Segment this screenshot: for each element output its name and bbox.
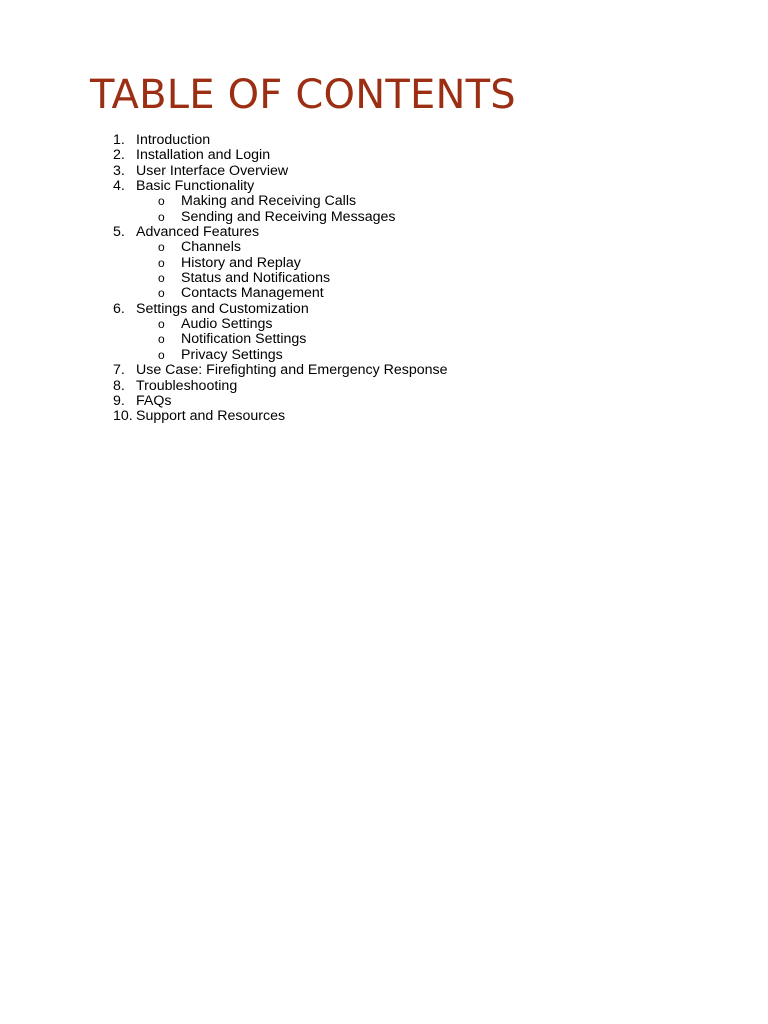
toc-item xyxy=(0,225,768,240)
toc-item xyxy=(0,133,768,148)
toc-item-label: Basic Functionality xyxy=(136,178,255,195)
toc-subitem-bullet: o xyxy=(158,209,165,224)
toc-subitem xyxy=(0,348,768,363)
toc-item-label: Use Case: Firefighting and Emergency Response xyxy=(136,362,448,379)
toc-subitem-bullet: o xyxy=(158,271,165,286)
toc-item xyxy=(0,409,768,424)
toc-subitem-label: Notification Settings xyxy=(181,331,307,348)
toc-item-label: Support and Resources xyxy=(136,408,286,425)
toc-item-number: 3. xyxy=(113,162,125,179)
toc-item xyxy=(0,148,768,163)
toc-item-number: 4. xyxy=(113,178,125,195)
page-title: TABLE OF CONTENTS xyxy=(90,72,516,118)
toc-item-number: 9. xyxy=(113,392,125,409)
toc-item-label: FAQs xyxy=(136,392,172,409)
toc-subitem-label: Channels xyxy=(181,239,241,256)
toc-subitem xyxy=(0,256,768,271)
toc-item-number: 10. xyxy=(113,408,133,425)
table-of-contents-list xyxy=(0,133,768,425)
toc-subitem-bullet: o xyxy=(158,194,165,209)
toc-item xyxy=(0,164,768,179)
toc-item-number: 7. xyxy=(113,362,125,379)
toc-item-number: 2. xyxy=(113,147,125,164)
toc-subitem-bullet: o xyxy=(158,317,165,332)
toc-item-label: Introduction xyxy=(136,132,211,148)
toc-subitem xyxy=(0,271,768,286)
toc-subitem-label: Making and Receiving Calls xyxy=(181,193,357,210)
toc-item-label: Settings and Customization xyxy=(136,300,309,317)
toc-item xyxy=(0,302,768,317)
toc-subitem-bullet: o xyxy=(158,240,165,255)
toc-subitem-bullet: o xyxy=(158,286,165,301)
toc-subitem xyxy=(0,317,768,332)
toc-subitem-label: History and Replay xyxy=(181,254,301,271)
toc-subitem-label: Sending and Receiving Messages xyxy=(181,208,396,225)
toc-item xyxy=(0,363,768,378)
toc-item-number: 8. xyxy=(113,377,125,394)
toc-item-number: 1. xyxy=(113,132,125,148)
toc-item-label: Installation and Login xyxy=(136,147,271,164)
toc-subitem-label: Audio Settings xyxy=(181,316,273,333)
toc-subitem xyxy=(0,286,768,301)
toc-subitem xyxy=(0,332,768,347)
toc-subitem-label: Status and Notifications xyxy=(181,270,331,287)
toc-subitem-bullet: o xyxy=(158,255,165,270)
toc-subitem xyxy=(0,210,768,225)
toc-item xyxy=(0,379,768,394)
toc-subitem xyxy=(0,240,768,255)
toc-item xyxy=(0,394,768,409)
toc-item-number: 6. xyxy=(113,300,125,317)
toc-subitem-bullet: o xyxy=(158,347,165,362)
toc-item-label: Troubleshooting xyxy=(136,377,238,394)
toc-item-label: User Interface Overview xyxy=(136,162,289,179)
toc-subitem-label: Contacts Management xyxy=(181,285,324,302)
toc-subitem-bullet: o xyxy=(158,332,165,347)
toc-subitem xyxy=(0,194,768,209)
toc-item-label: Advanced Features xyxy=(136,224,260,241)
toc-subitem-label: Privacy Settings xyxy=(181,346,283,363)
toc-item-number: 5. xyxy=(113,224,125,241)
toc-item xyxy=(0,179,768,194)
